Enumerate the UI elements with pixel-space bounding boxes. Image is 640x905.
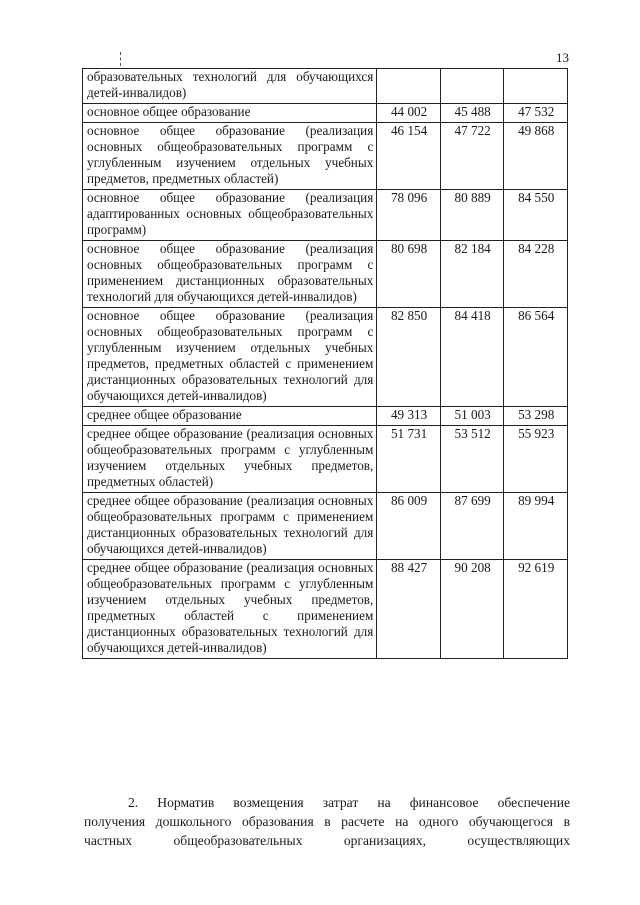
- value-cell: 84 228: [504, 241, 568, 308]
- value-cell: 80 889: [440, 190, 504, 241]
- row-label: среднее общее образование (реализация основных общеобразовательных программ с применением дистанционных образовательных технологий для обучающихся детей-инвалидов): [83, 493, 377, 560]
- table-row: [83, 560, 568, 659]
- row-label: среднее общее образование (реализация основных общеобразовательных программ с углубленным изучением отдельных учебных предметов, предметных областей): [83, 426, 377, 493]
- value-cell: 78 096: [377, 190, 441, 241]
- value-cell: 45 488: [440, 104, 504, 123]
- row-label: основное общее образование (реализация основных общеобразовательных программ с углубленным изучением отдельных учебных предметов, предметных областей с применением дистанционных образовательных технологий для обучающихся детей-инвалидов): [83, 308, 377, 407]
- table-row: [83, 190, 568, 241]
- body-paragraph: [84, 793, 570, 850]
- table-row: [83, 308, 568, 407]
- row-label: среднее общее образование (реализация основных общеобразовательных программ с углубленным изучением отдельных учебных предметов, предметных областей с применением дистанционных образовательных технологий для обучающихся детей-инвалидов): [83, 560, 377, 659]
- value-cell: 53 298: [504, 407, 568, 426]
- cost-norms-table: [82, 68, 568, 659]
- value-cell: 55 923: [504, 426, 568, 493]
- row-label: основное общее образование (реализация основных общеобразовательных программ с применением дистанционных образовательных технологий для обучающихся детей-инвалидов): [83, 241, 377, 308]
- value-cell: 86 564: [504, 308, 568, 407]
- paragraph-line-text: 2. Норматив возмещения затрат на финансовое обеспечение: [128, 795, 570, 810]
- value-cell: 44 002: [377, 104, 441, 123]
- paragraph-line: получения дошкольного образования в расчете на одного обучающегося в: [84, 814, 570, 829]
- value-cell: 84 418: [440, 308, 504, 407]
- value-cell: 89 994: [504, 493, 568, 560]
- value-cell: 88 427: [377, 560, 441, 659]
- value-cell: [504, 69, 568, 104]
- table-row: [83, 493, 568, 560]
- row-label: основное общее образование (реализация адаптированных основных общеобразовательных программ): [83, 190, 377, 241]
- table-row: [83, 407, 568, 426]
- page-number: 13: [556, 50, 569, 65]
- value-cell: 82 184: [440, 241, 504, 308]
- margin-mark: [120, 52, 122, 66]
- paragraph-line: частных общеобразовательных организациях, осуществляющих: [84, 833, 570, 848]
- table-row: [83, 426, 568, 493]
- value-cell: 82 850: [377, 308, 441, 407]
- value-cell: [377, 69, 441, 104]
- table-row: [83, 104, 568, 123]
- value-cell: 53 512: [440, 426, 504, 493]
- value-cell: 46 154: [377, 123, 441, 190]
- value-cell: 90 208: [440, 560, 504, 659]
- value-cell: 92 619: [504, 560, 568, 659]
- value-cell: 80 698: [377, 241, 441, 308]
- table-row: [83, 241, 568, 308]
- table-row: [83, 69, 568, 104]
- value-cell: 49 868: [504, 123, 568, 190]
- row-label: среднее общее образование: [83, 407, 377, 426]
- row-label: основное общее образование (реализация основных общеобразовательных программ с углубленным изучением отдельных учебных предметов, предметных областей): [83, 123, 377, 190]
- value-cell: 49 313: [377, 407, 441, 426]
- value-cell: 87 699: [440, 493, 504, 560]
- value-cell: [440, 69, 504, 104]
- table-row: [83, 123, 568, 190]
- value-cell: 51 731: [377, 426, 441, 493]
- value-cell: 47 532: [504, 104, 568, 123]
- value-cell: 47 722: [440, 123, 504, 190]
- value-cell: 51 003: [440, 407, 504, 426]
- value-cell: 86 009: [377, 493, 441, 560]
- row-label: образовательных технологий для обучающихся детей-инвалидов): [83, 69, 377, 104]
- value-cell: 84 550: [504, 190, 568, 241]
- paragraph-line: [84, 793, 570, 812]
- row-label: основное общее образование: [83, 104, 377, 123]
